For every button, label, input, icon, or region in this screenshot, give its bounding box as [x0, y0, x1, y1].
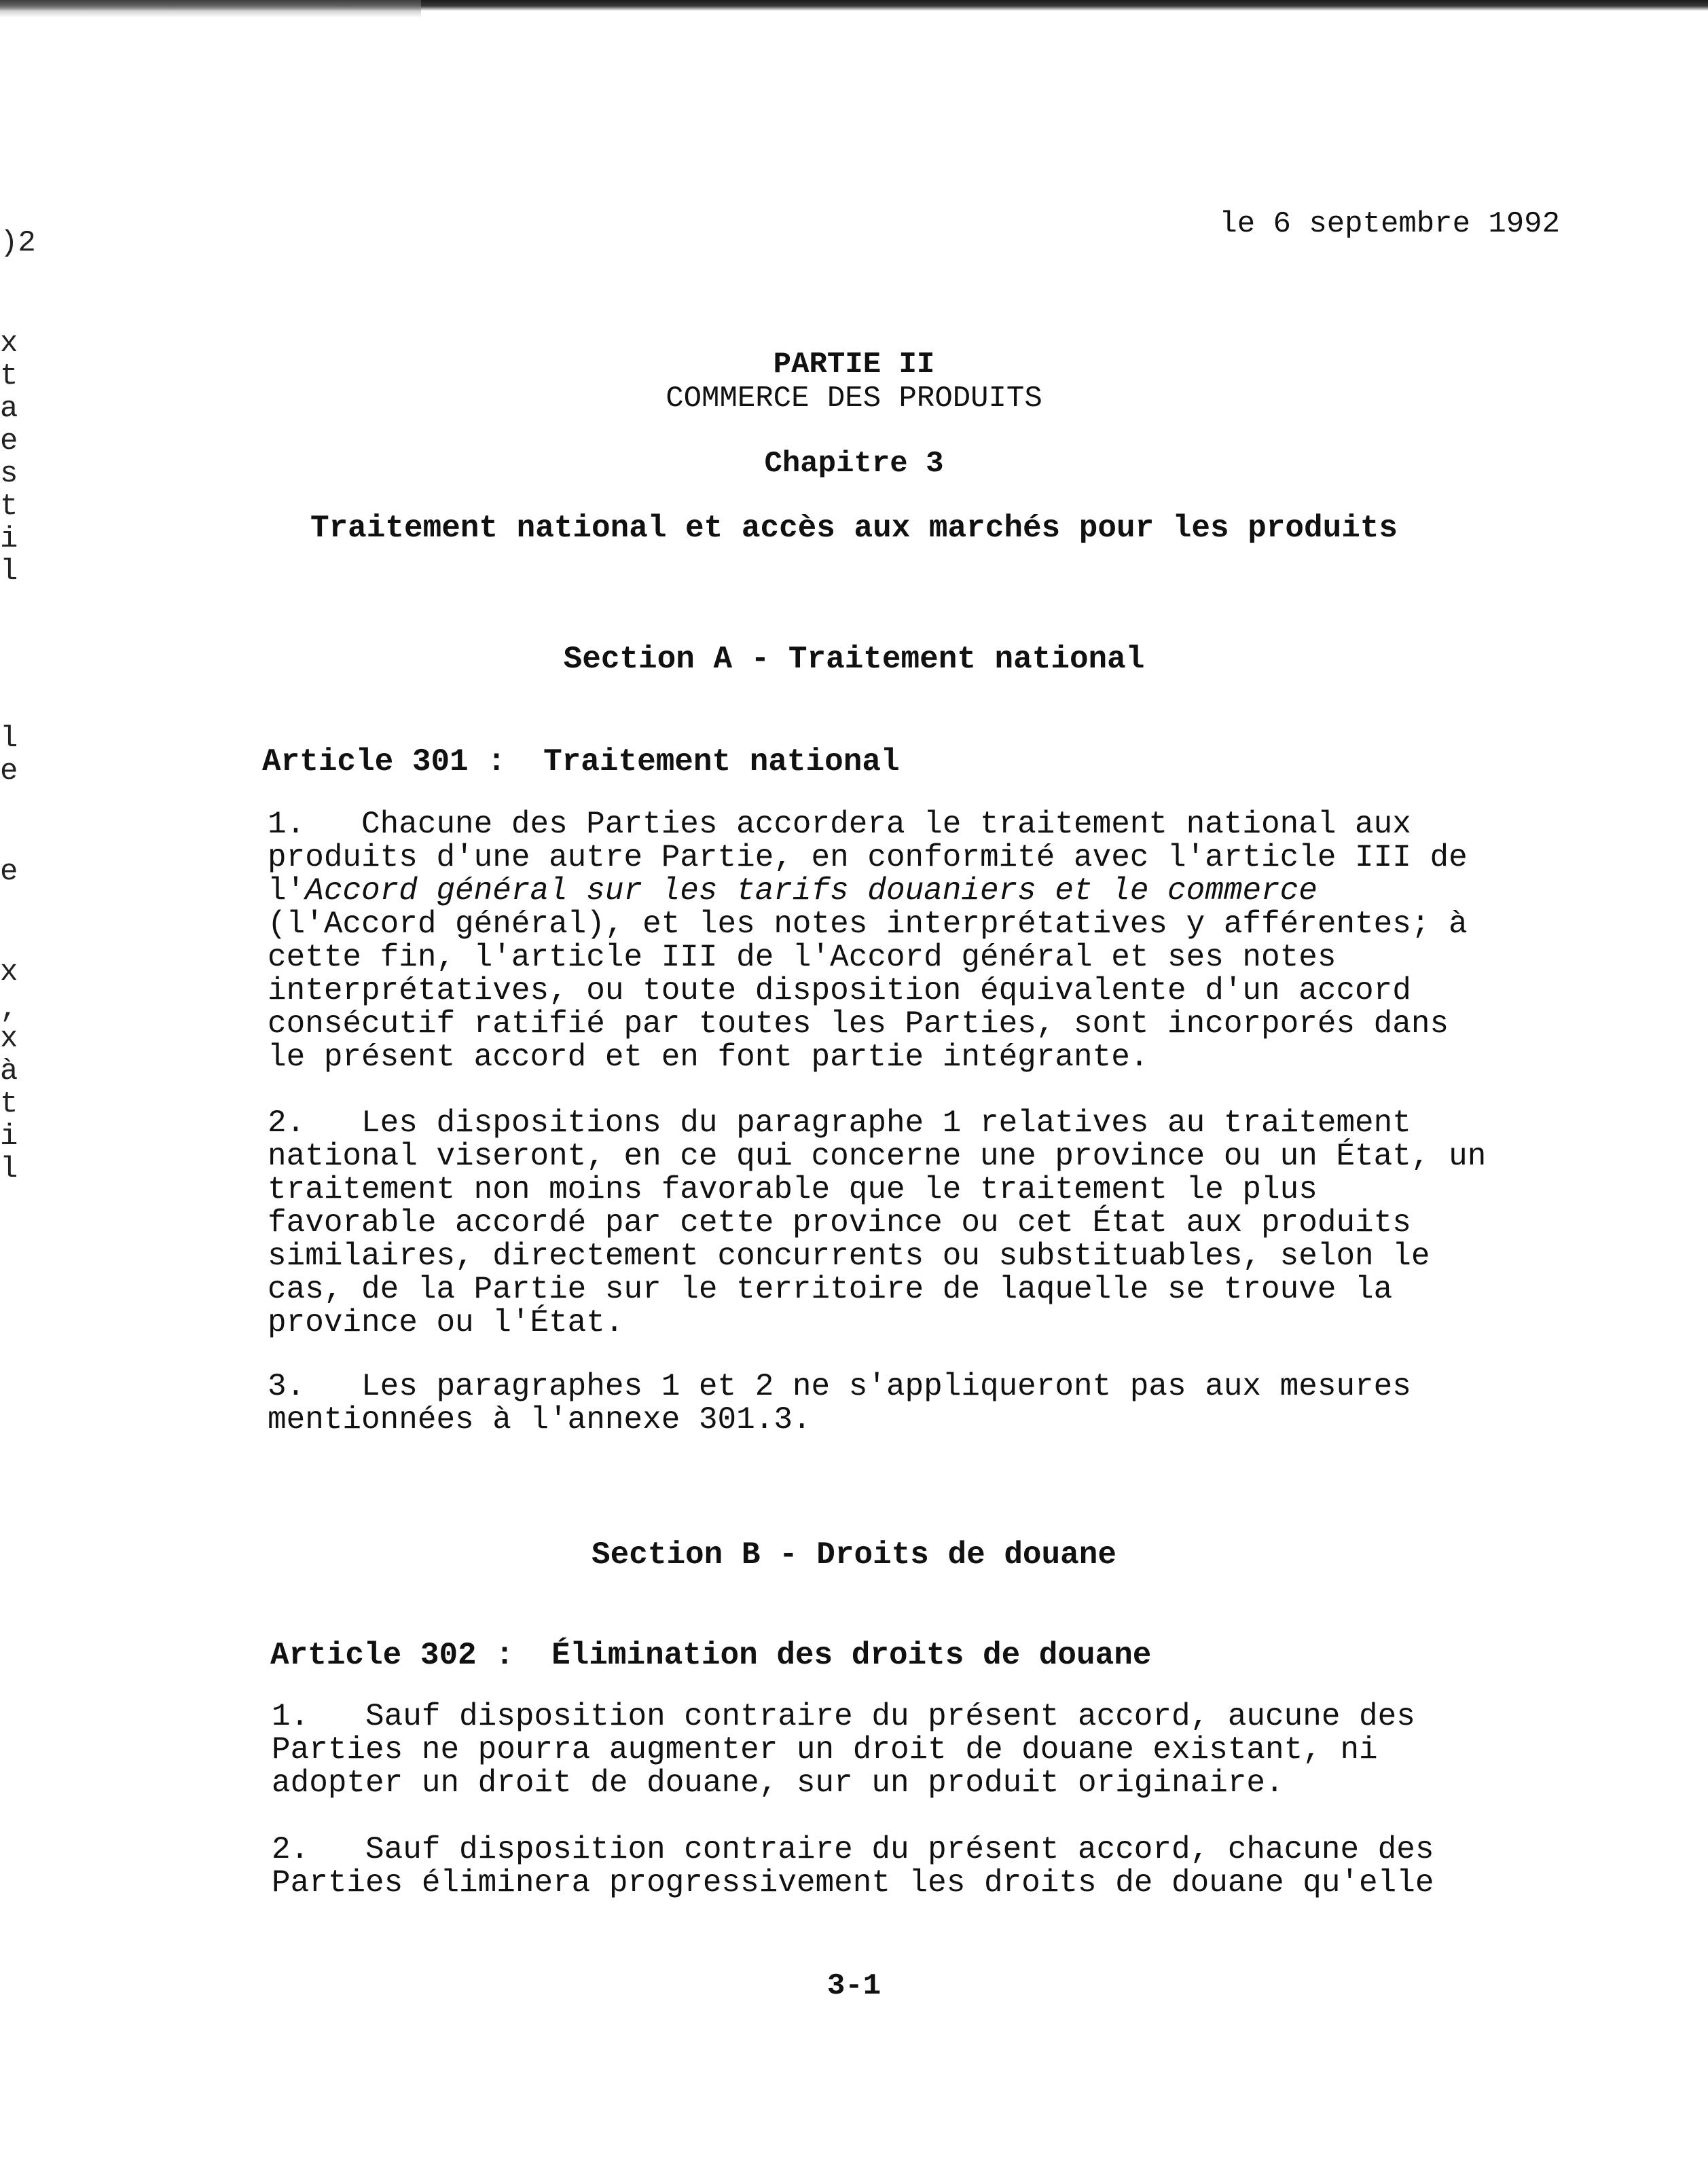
- margin-fragment: t: [0, 490, 18, 524]
- margin-fragment: l: [0, 1152, 18, 1186]
- chapter-label: Chapitre 3: [764, 447, 944, 481]
- margin-fragment: )2: [0, 226, 36, 260]
- margin-fragment: à: [0, 1055, 18, 1088]
- part-number: PARTIE II: [773, 348, 935, 382]
- text-line: cette fin, l'article III de l'Accord général et ses notes: [268, 940, 1337, 975]
- section-a-heading: Section A - Traitement national: [563, 642, 1145, 677]
- article-302-paragraph-2: [272, 1833, 1603, 1900]
- text-line: similaires, directement concurrents ou substituables, selon le: [268, 1239, 1430, 1274]
- text-line: le présent accord et en font partie intégrante.: [268, 1040, 1149, 1075]
- article-302-heading: Article 302 : Élimination des droits de douane: [270, 1638, 1152, 1673]
- margin-fragment: x: [0, 327, 18, 361]
- scan-top-edge-shadow: [0, 0, 421, 18]
- text-line: mentionnées à l'annexe 301.3.: [268, 1402, 812, 1437]
- margin-fragment: t: [0, 1087, 18, 1121]
- margin-fragment: a: [0, 392, 18, 426]
- text-line: 1. Sauf disposition contraire du présent accord, aucune des: [272, 1699, 1415, 1734]
- italic-title: Accord général sur les tarifs douaniers et le commerce: [305, 873, 1318, 909]
- margin-fragment: l: [0, 555, 18, 589]
- margin-fragment: x: [0, 1022, 18, 1056]
- text-line: Parties ne pourra augmenter un droit de douane existant, ni: [272, 1732, 1378, 1767]
- text-line: Parties éliminera progressivement les droits de douane qu'elle: [272, 1865, 1434, 1901]
- text-line: interprétatives, ou toute disposition équivalente d'un accord: [268, 973, 1411, 1008]
- margin-fragment: i: [0, 1120, 18, 1154]
- chapter-title: Traitement national et accès aux marchés pour les produits: [310, 511, 1398, 546]
- text-line: traitement non moins favorable que le traitement le plus: [268, 1172, 1318, 1207]
- document-date: le 6 septembre 1992: [1219, 207, 1560, 241]
- text-line: 3. Les paragraphes 1 et 2 ne s'appliqueront pas aux mesures: [268, 1369, 1411, 1404]
- margin-fragment: e: [0, 424, 18, 458]
- article-301-paragraph-3: [268, 1370, 1599, 1437]
- margin-fragment: t: [0, 359, 18, 393]
- section-b-heading: Section B - Droits de douane: [592, 1537, 1116, 1573]
- margin-fragment: s: [0, 457, 18, 491]
- margin-fragment: x: [0, 955, 18, 989]
- article-302-paragraph-1: [272, 1700, 1603, 1800]
- text-line: province ou l'État.: [268, 1305, 624, 1340]
- text-line: favorable accordé par cette province ou cet État aux produits: [268, 1205, 1411, 1241]
- left-margin-fragments: [0, 0, 41, 2181]
- text-line: 2. Les dispositions du paragraphe 1 relatives au traitement: [268, 1105, 1411, 1141]
- part-title: COMMERCE DES PRODUITS: [666, 382, 1042, 416]
- text-line: 1. Chacune des Parties accordera le traitement national aux: [268, 807, 1411, 842]
- article-301-paragraph-1: [268, 808, 1599, 1074]
- margin-fragment: i: [0, 522, 18, 556]
- margin-fragment: e: [0, 855, 18, 889]
- page-number: 3-1: [826, 1969, 882, 2003]
- text-line: cas, de la Partie sur le territoire de laquelle se trouve la: [268, 1272, 1393, 1307]
- text-line: national viseront, en ce qui concerne une province ou un État, un: [268, 1139, 1487, 1174]
- text-line: (l'Accord général), et les notes interprétatives y afférentes; à: [268, 906, 1468, 942]
- article-301-heading: Article 301 : Traitement national: [262, 744, 900, 780]
- article-301-paragraph-2: [268, 1107, 1599, 1340]
- text-line: adopter un droit de douane, sur un produit originaire.: [272, 1765, 1284, 1801]
- text-line: l': [268, 873, 306, 909]
- text-line: produits d'une autre Partie, en conformité avec l'article III de: [268, 840, 1468, 875]
- margin-fragment: ,: [0, 992, 18, 1026]
- margin-fragment: l: [0, 722, 18, 756]
- text-line: consécutif ratifié par toutes les Parties, sont incorporés dans: [268, 1006, 1449, 1042]
- text-line: 2. Sauf disposition contraire du présent accord, chacune des: [272, 1832, 1434, 1867]
- margin-fragment: e: [0, 754, 18, 788]
